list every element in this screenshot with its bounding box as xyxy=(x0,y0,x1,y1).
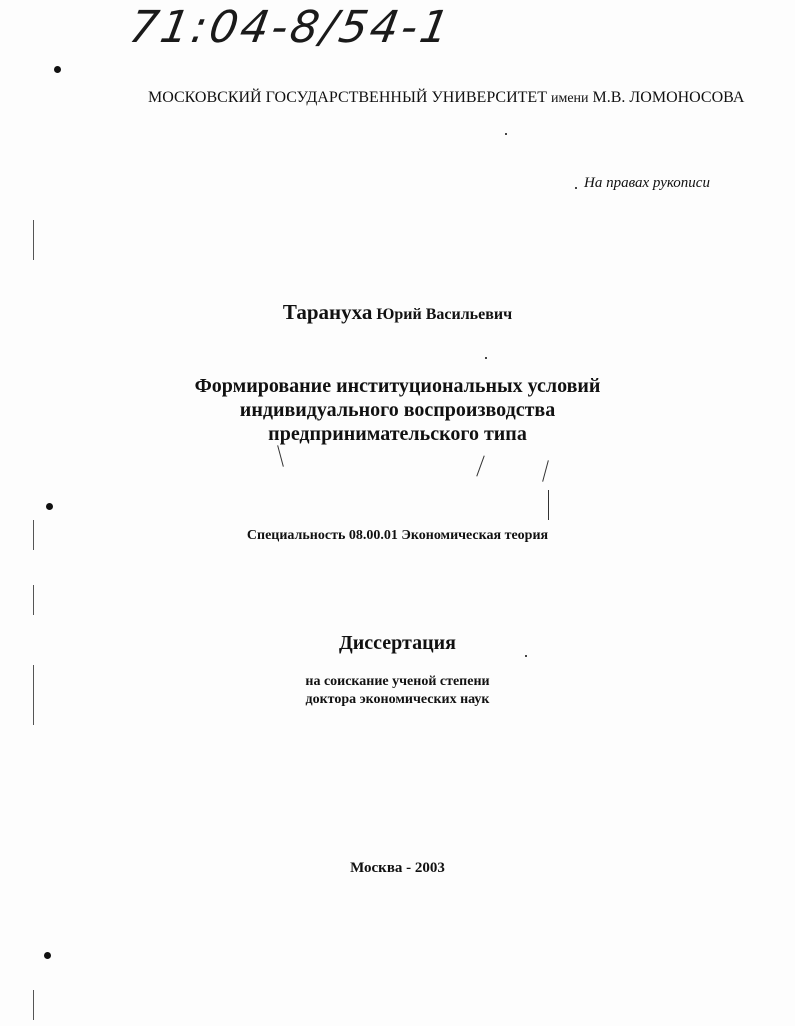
scan-margin-line xyxy=(33,520,34,550)
author-surname: Тарануха xyxy=(282,300,373,324)
scan-margin-line xyxy=(33,220,34,260)
scan-speck xyxy=(525,655,527,657)
title-line: Формирование институциональных условий xyxy=(194,375,601,397)
scan-blot xyxy=(54,66,61,73)
scan-speck xyxy=(505,133,507,135)
handwritten-archive-code: 71:04-8/54-1 xyxy=(125,2,456,53)
dissertation-title xyxy=(0,374,795,446)
university-name-part1: МОСКОВСКИЙ ГОСУДАРСТВЕННЫЙ УНИВЕРСИТЕТ xyxy=(148,89,547,106)
scan-stroke xyxy=(542,460,549,482)
author-name xyxy=(0,300,795,325)
scan-blot xyxy=(44,952,51,959)
university-name xyxy=(148,89,744,107)
university-name-part2: М.В. ЛОМОНОСОВА xyxy=(592,89,745,106)
degree-line: на соискание ученой степени xyxy=(305,674,490,689)
scan-speck xyxy=(485,357,487,359)
degree-statement xyxy=(0,673,795,709)
scan-blot xyxy=(46,503,53,510)
document-type: Диссертация xyxy=(339,632,456,654)
scan-margin-line xyxy=(33,665,34,725)
scan-margin-line xyxy=(33,585,34,615)
manuscript-note: На правах рукописи xyxy=(584,175,710,191)
university-name-imeni: имени xyxy=(550,91,589,106)
scan-margin-line xyxy=(33,990,34,1020)
scan-speck xyxy=(575,187,577,189)
scan-stroke xyxy=(476,455,484,476)
author-given-names: Юрий Васильевич xyxy=(376,306,513,323)
speciality: Специальность 08.00.01 Экономическая теория xyxy=(246,528,549,543)
scan-stroke xyxy=(548,490,549,520)
title-line: индивидуального воспроизводства xyxy=(239,399,556,421)
place-and-year: Москва - 2003 xyxy=(350,860,445,876)
degree-line: доктора экономических наук xyxy=(305,692,490,707)
scan-stroke xyxy=(277,445,284,467)
title-line: предпринимательского типа xyxy=(268,423,527,445)
